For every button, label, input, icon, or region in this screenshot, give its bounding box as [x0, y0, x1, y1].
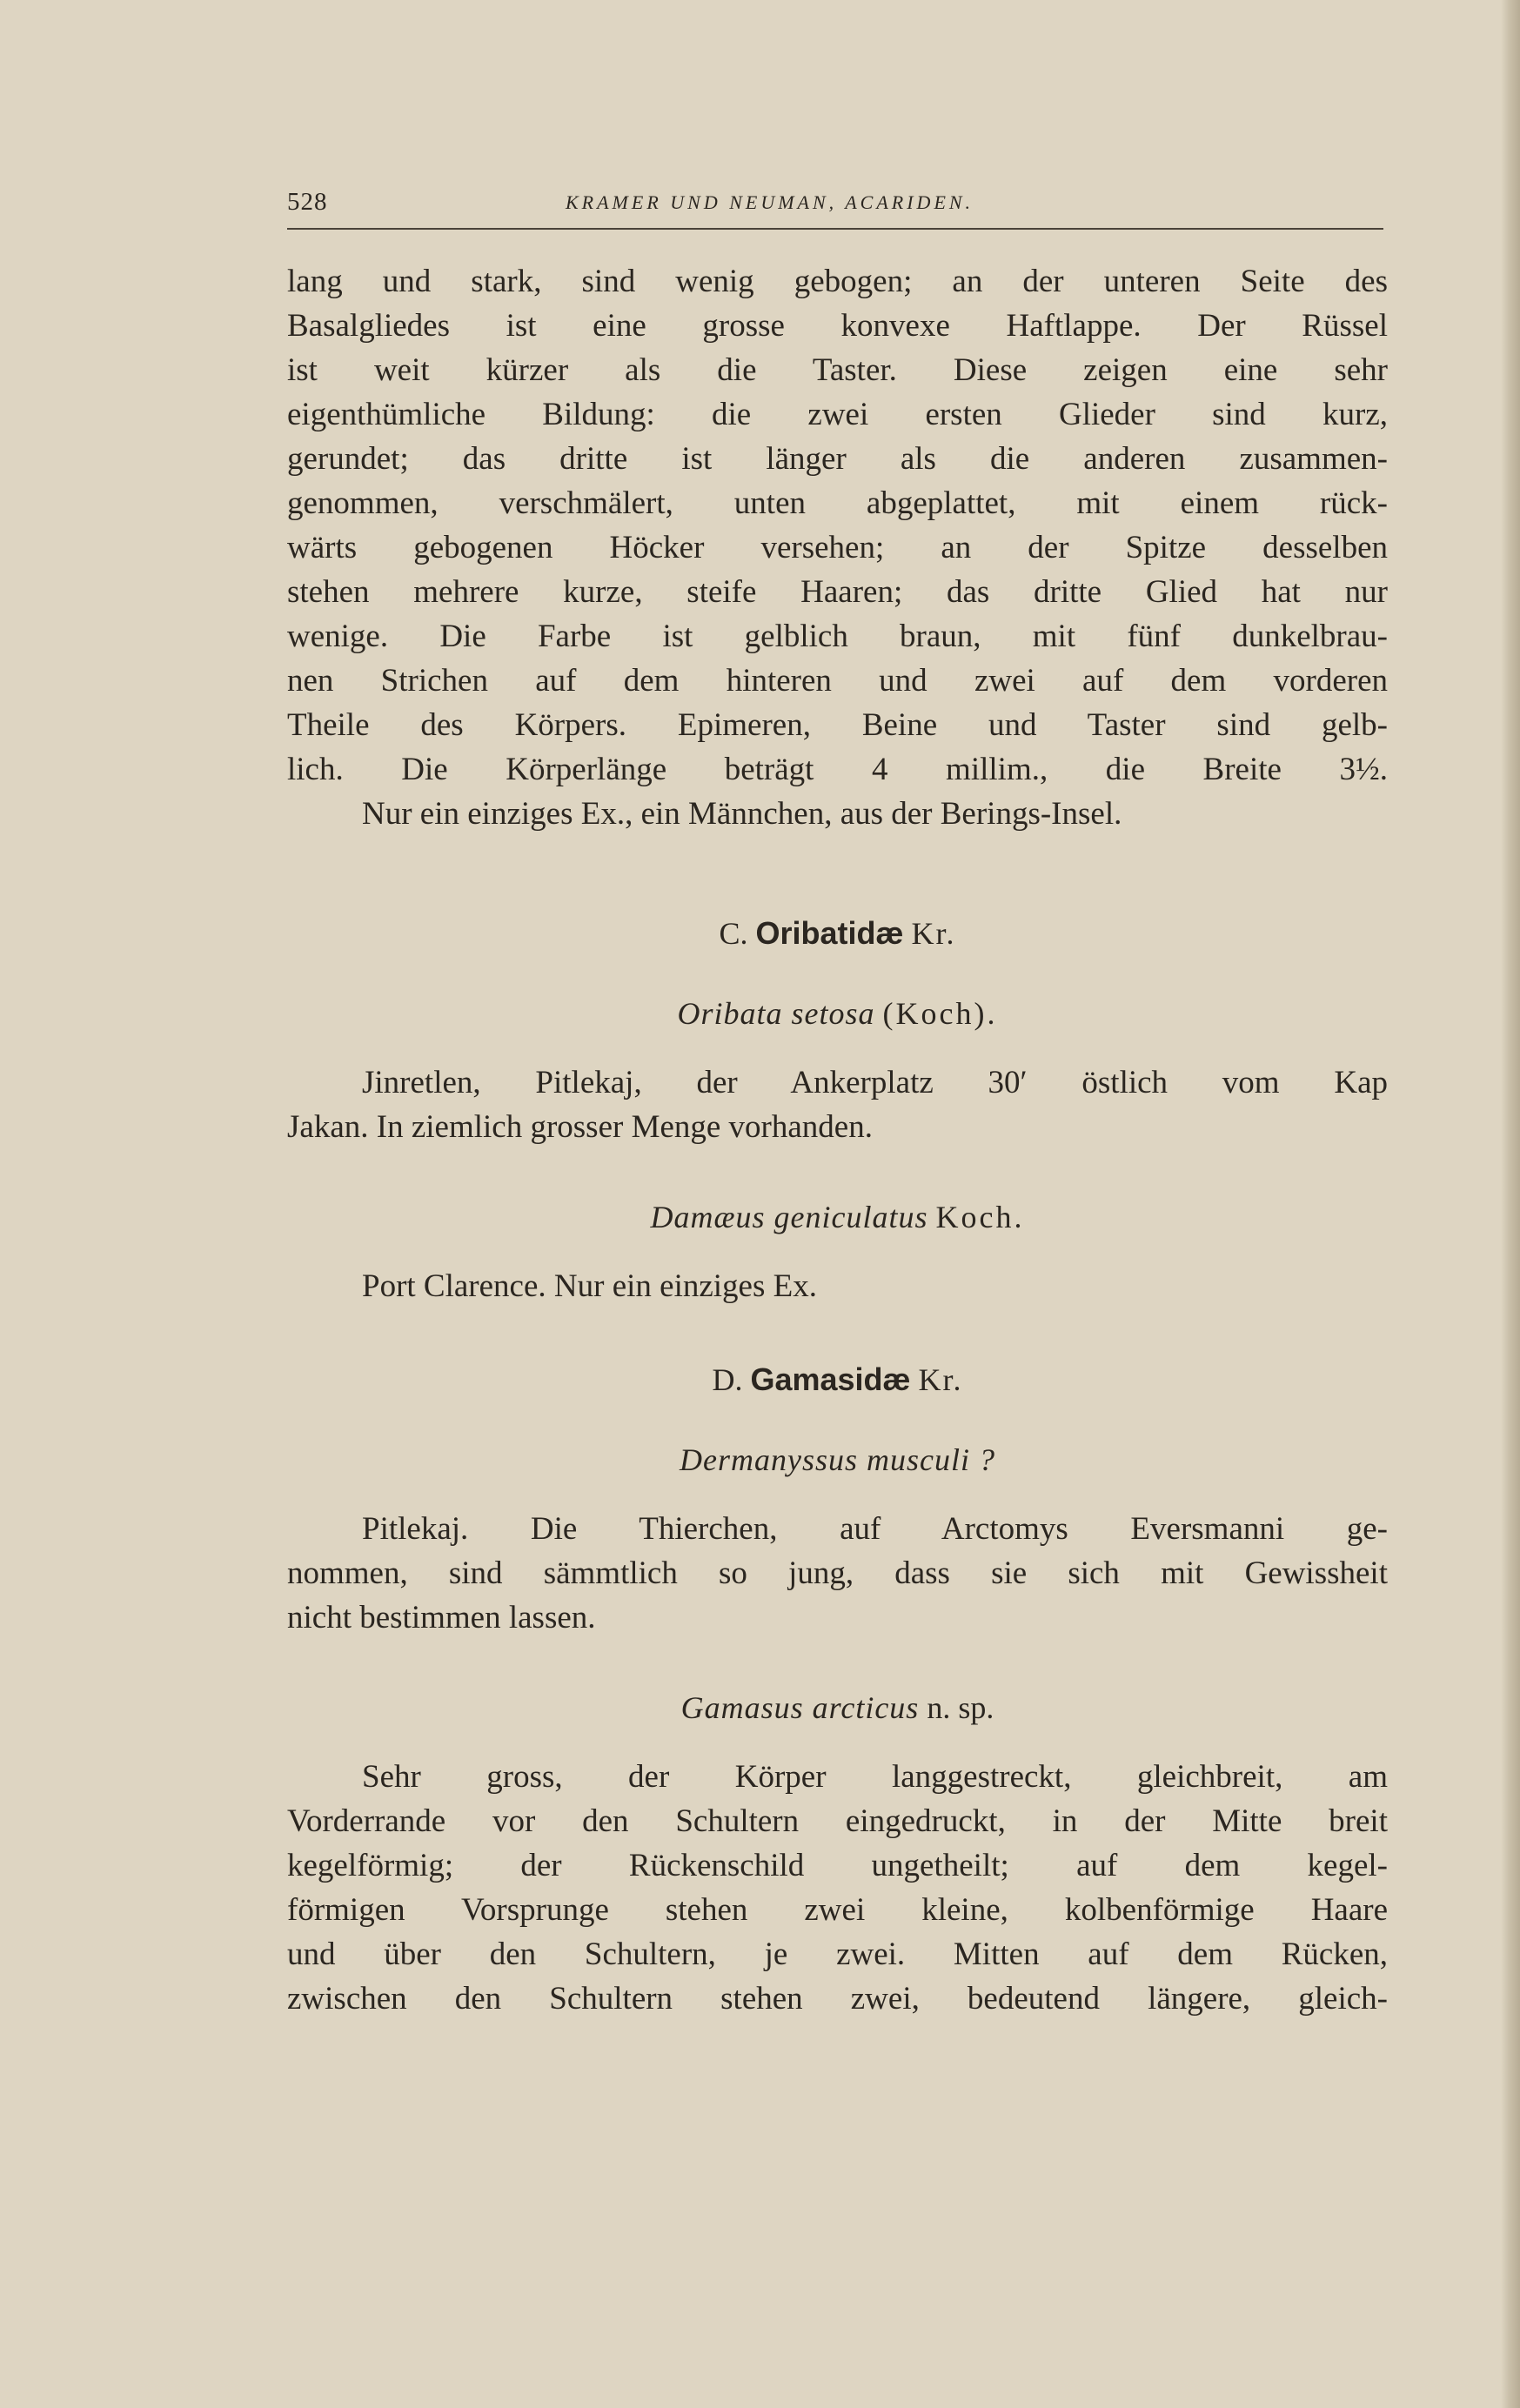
section-letter: C.	[719, 916, 748, 951]
page-edge-shadow	[1501, 0, 1520, 2408]
text-line: nommen, sind sämmtlich so jung, dass sie sich mit Gewissheit	[287, 1555, 1388, 1591]
species-author: Koch.	[935, 1200, 1025, 1234]
text-line: wenige. Die Farbe ist gelblich braun, mit fünf dunkelbrau-	[287, 619, 1388, 654]
text-line: Sehr gross, der Körper langgestreckt, gleichbreit, am	[362, 1759, 1388, 1795]
text-line: lich. Die Körperlänge beträgt 4 millim., die Breite 3½.	[287, 752, 1388, 787]
text-line: zwischen den Schultern stehen zwei, bedeutend längere, gleich-	[287, 1981, 1388, 2017]
text-line: gerundet; das dritte ist länger als die anderen zusammen-	[287, 441, 1388, 477]
running-title: KRAMER UND NEUMAN, ACARIDEN.	[566, 191, 974, 213]
page-header	[287, 184, 1383, 230]
text-line: und über den Schultern, je zwei. Mitten auf dem Rücken,	[287, 1936, 1388, 1972]
text-line: Theile des Körpers. Epimeren, Beine und Taster sind gelb-	[287, 707, 1388, 743]
text-line: stehen mehrere kurze, steife Haaren; das dritte Glied hat nur	[287, 574, 1388, 610]
text-line: nen Strichen auf dem hinteren und zwei auf dem vorderen	[287, 663, 1388, 699]
species-name: Dermanyssus musculi ?	[680, 1442, 995, 1477]
text-line: genommen, verschmälert, unten abgeplattet, mit einem rück-	[287, 485, 1388, 521]
text-line: nicht bestimmen lassen.	[287, 1600, 596, 1635]
text-line: Nur ein einziges Ex., ein Männchen, aus der Berings-Insel.	[362, 796, 1122, 832]
text-line: Vorderrande vor den Schultern eingedruckt, in der Mitte breit	[287, 1803, 1388, 1839]
page-number: 528	[287, 188, 328, 216]
species-heading-oribata-setosa	[287, 993, 1388, 1034]
species-heading-gamasus-arcticus	[287, 1687, 1388, 1729]
text-line: eigenthümliche Bildung: die zwei ersten Glieder sind kurz,	[287, 397, 1388, 432]
species-name: Gamasus arcticus	[680, 1690, 920, 1725]
text-line: Basalgliedes ist eine grosse konvexe Haftlappe. Der Rüssel	[287, 308, 1388, 344]
section-heading-oribatidae	[287, 913, 1388, 954]
family-author: Kr.	[911, 916, 956, 951]
text-line: ist weit kürzer als die Taster. Diese zeigen eine sehr	[287, 352, 1388, 388]
text-line: Jinretlen, Pitlekaj, der Ankerplatz 30′ östlich vom Kap	[362, 1065, 1388, 1100]
paragraph-damaeus-locality	[287, 1264, 1388, 1308]
paragraph-description-continued	[287, 259, 1388, 836]
text-line: wärts gebogenen Höcker versehen; an der Spitze desselben	[287, 530, 1388, 565]
text-line: förmigen Vorsprunge stehen zwei kleine, kolbenförmige Haare	[287, 1892, 1388, 1928]
species-heading-dermanyssus-musculi	[287, 1439, 1388, 1481]
body-text	[287, 259, 1388, 2021]
section-heading-gamasidae	[287, 1359, 1388, 1401]
family-name: Oribatidæ	[755, 915, 904, 951]
text-line: Jakan. In ziemlich grosser Menge vorhanden.	[287, 1109, 873, 1145]
section-letter: D.	[712, 1362, 743, 1397]
text-line: Port Clarence. Nur ein einziges Ex.	[362, 1268, 817, 1304]
family-author: Kr.	[918, 1362, 963, 1397]
text-line: kegelförmig; der Rückenschild ungetheilt; auf dem kegel-	[287, 1848, 1388, 1883]
species-author: (Koch).	[882, 996, 998, 1031]
paragraph-gamasus-description	[287, 1755, 1388, 2021]
family-name: Gamasidæ	[750, 1361, 911, 1397]
species-heading-damaeus-geniculatus	[287, 1196, 1388, 1238]
paragraph-dermanyssus-note	[287, 1507, 1388, 1640]
text-line: lang und stark, sind wenig gebogen; an der unteren Seite des	[287, 264, 1388, 299]
species-name: Oribata setosa	[677, 996, 875, 1031]
text-line: Pitlekaj. Die Thierchen, auf Arctomys Eversmanni ge-	[362, 1511, 1388, 1547]
species-author: n. sp.	[927, 1690, 994, 1725]
species-name: Damæus geniculatus	[650, 1200, 928, 1234]
paragraph-oribata-locality	[287, 1060, 1388, 1149]
